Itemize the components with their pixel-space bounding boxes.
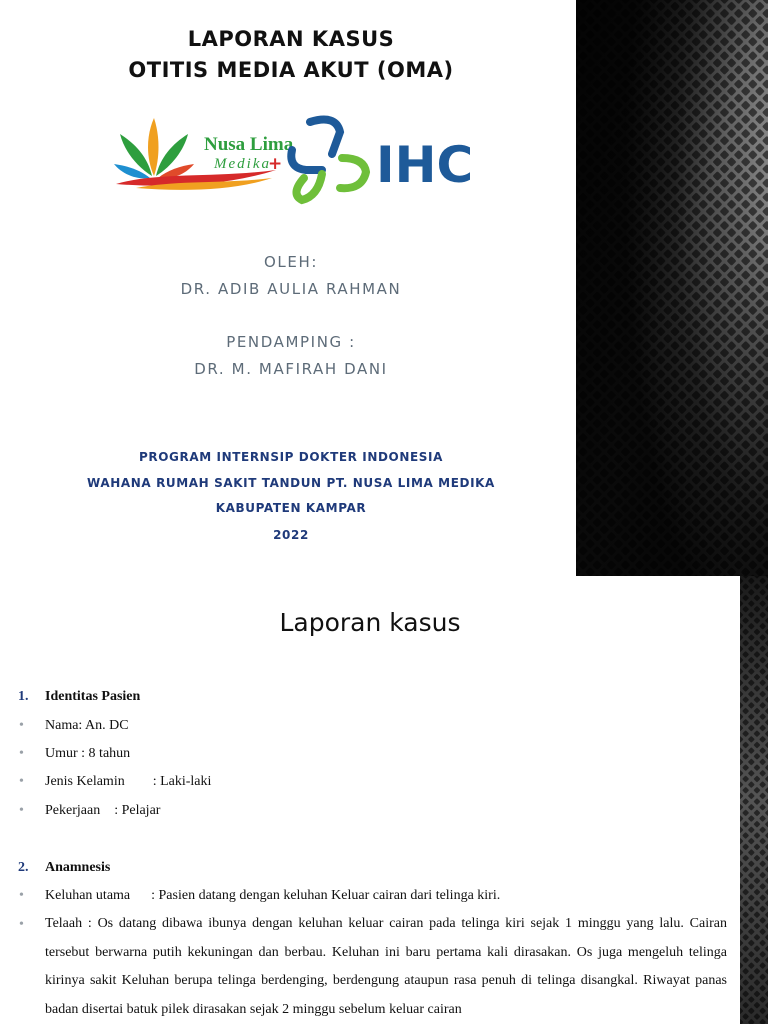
section-heading: Anamnesis [45,860,111,875]
bullet-icon: • [19,774,24,789]
patient-age: Umur : 8 tahun [45,746,131,761]
oleh-label: OLEH: [264,253,318,271]
institution-line-2: WAHANA RUMAH SAKIT TANDUN PT. NUSA LIMA MEDIKA [87,476,495,490]
pendamping-label: PENDAMPING : [226,333,356,351]
logo-plus-icon: + [268,154,283,174]
logo-medika-text: Medika [214,156,271,172]
patient-name: Nama: An. DC [45,718,129,733]
section-heading: Identitas Pasien [45,689,141,704]
bullet-icon: • [19,746,24,761]
mesh-background [740,576,768,1024]
institution-year: 2022 [273,528,309,542]
ihc-cross-icon [291,120,366,200]
slide-title-line-1: LAPORAN KASUS [187,27,395,51]
bullet-icon: • [19,917,24,932]
patient-occupation: Pekerjaan : Pelajar [45,803,161,818]
logo-ihc-text: IHC [376,136,474,194]
slide-title-line-2: OTITIS MEDIA AKUT (OMA) [128,58,454,82]
telaah-paragraph: Telaah : Os datang dibawa ibunya dengan keluhan keluar cairan pada telinga kiri sejak 1 minggu yang lalu. Cairan tersebut berwarna putih kekuningan dan berbau. Keluhan ini baru pertama kali dirasakan. Os juga mengeluh telinga kirinya sakit Keluhan berupa telinga berdenging, berdengung ataupun rasa penuh di telinga disangkal. Riwayat panas badan disertai batuk pilek dirasakan sejak 2 minggu sebelum keluar cairan [45,916,727,1017]
content-slide [0,576,768,1024]
bullet-icon: • [19,718,24,733]
keluhan-utama: Keluhan utama : Pasien datang dengan keluhan Keluar cairan dari telinga kiri. [45,888,501,903]
section-number: 1. [18,689,29,704]
institution-line-3: KABUPATEN KAMPAR [215,501,367,515]
bullet-icon: • [19,803,24,818]
decorative-mesh-panel [576,0,768,576]
author-name: DR. ADIB AULIA RAHMAN [180,280,402,298]
mesh-background [576,0,768,576]
patient-sex: Jenis Kelamin : Laki-laki [45,774,212,789]
pendamping-name: DR. M. MAFIRAH DANI [194,360,388,378]
slide-title: Laporan kasus [279,608,461,637]
decorative-mesh-panel [740,576,768,1024]
logo-nusa-lima-text: Nusa Lima [204,134,294,155]
logo-banner [96,108,488,210]
bullet-icon: • [19,888,24,903]
logo-graphics [96,108,488,210]
institution-line-1: PROGRAM INTERNSIP DOKTER INDONESIA [139,450,443,464]
section-number: 2. [18,860,29,875]
